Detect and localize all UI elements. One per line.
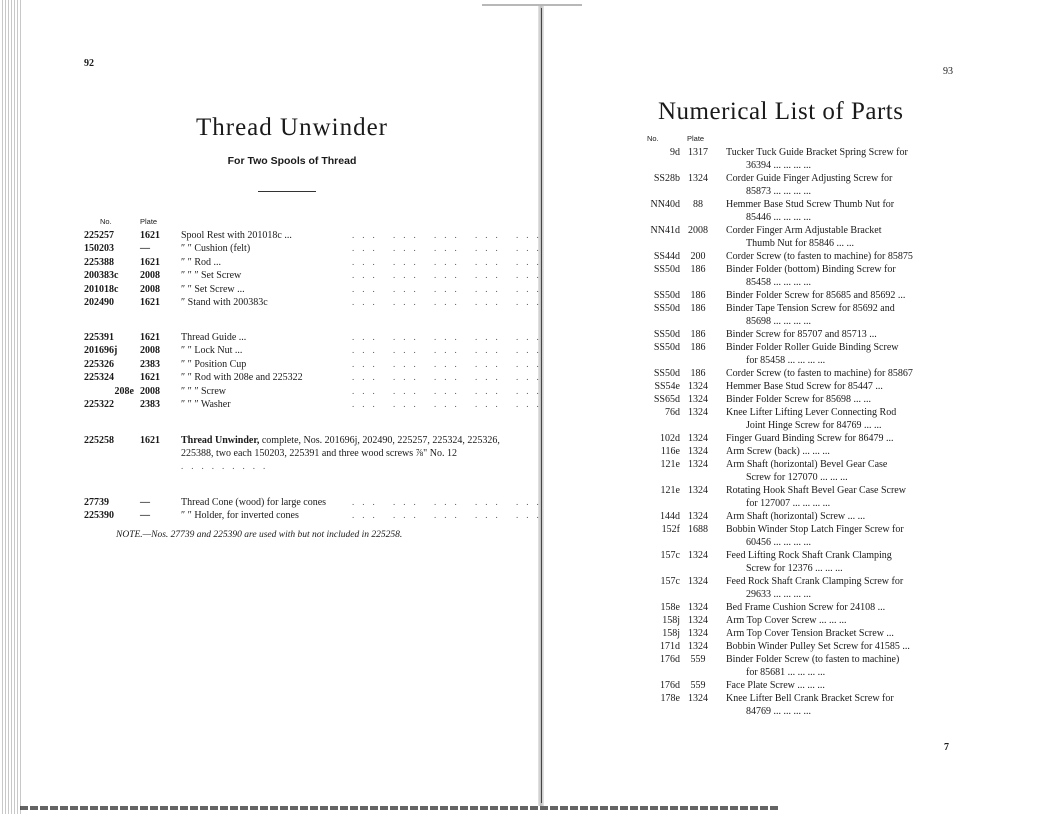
description-line: Binder Screw for 85707 and 85713 ...: [726, 329, 877, 340]
list-item: [640, 458, 956, 484]
description-line: Binder Folder Screw for 85698 ... ...: [726, 394, 871, 405]
plate-number: 186: [690, 329, 706, 340]
description-line: Hemmer Base Stud Screw for 85447 ...: [726, 381, 883, 392]
list-item: [640, 146, 956, 172]
list-item: [640, 549, 956, 575]
part-description: [726, 458, 956, 484]
list-item: [640, 341, 956, 367]
description-line: Arm Shaft (horizontal) Screw ... ...: [726, 511, 866, 522]
plate-number: 1324: [688, 641, 708, 652]
description-continuation: 84769 ... ... ... ...: [746, 706, 811, 717]
part-number: 116e: [660, 446, 680, 457]
leader-dots: ... ... ... ... ...: [352, 283, 547, 294]
list-item: [640, 484, 956, 510]
part-description: [726, 549, 956, 575]
leader-dots: ... ... ... ... ...: [352, 497, 547, 507]
list-item: [640, 432, 956, 445]
plate-number: 559: [690, 654, 706, 665]
part-description: [726, 692, 956, 718]
description-line: Arm Top Cover Tension Bracket Screw ...: [726, 628, 894, 639]
list-item: [640, 679, 956, 692]
list-item: [640, 250, 956, 263]
part-number: SS50d: [653, 368, 680, 379]
plate-number: 1621: [140, 256, 160, 268]
plate-number: 1324: [688, 433, 708, 444]
list-item: [640, 302, 956, 328]
table-row: [84, 496, 547, 509]
table-row: [84, 398, 547, 411]
description-continuation: 85458 ... ... ... ...: [746, 277, 811, 288]
part-number: 208e: [114, 385, 134, 397]
list-item: [640, 328, 956, 341]
part-number: 157c: [660, 550, 680, 561]
description-line: Bobbin Winder Pulley Set Screw for 41585 ...: [726, 641, 910, 652]
leader-dots: ... ... ... ... ...: [352, 372, 547, 383]
part-number: 225391: [84, 332, 114, 343]
part-description: Thread Cone (wood) for large cones: [181, 497, 327, 508]
part-number: NN41d: [650, 225, 680, 236]
part-number: 201018c: [84, 283, 119, 295]
part-description: [726, 393, 956, 406]
plate-number: 2008: [140, 345, 160, 357]
numerical-parts-list: [640, 146, 956, 718]
part-number: SS50d: [653, 329, 680, 340]
table-row: [84, 242, 547, 255]
table-row: [84, 385, 547, 398]
plate-number: 1621: [140, 230, 160, 241]
part-description: [726, 328, 956, 341]
part-description: [726, 484, 956, 510]
leader-dots: ... ... ... ... ...: [352, 510, 547, 521]
part-number: 150203: [84, 243, 114, 255]
leader-dots: ... ... ... ... ...: [352, 399, 547, 409]
description-line: Arm Top Cover Screw ... ... ...: [726, 615, 847, 626]
part-description: [726, 653, 956, 679]
plate-number: 186: [690, 342, 706, 353]
left-page-title: Thread Unwinder: [195, 114, 388, 141]
plate-number: 559: [690, 680, 706, 691]
part-description: Spool Rest with 201018c ...: [181, 230, 292, 241]
description-line: Feed Lifting Rock Shaft Crank Clamping: [726, 550, 892, 561]
plate-number: 186: [690, 264, 706, 275]
plate-number: 1324: [688, 173, 708, 184]
part-number: 27739: [84, 497, 109, 508]
part-number: 225322: [84, 399, 114, 410]
note-text: NOTE.—Nos. 27739 and 225390 are used with but not included in 225258.: [116, 530, 403, 540]
plate-number: 1621: [140, 372, 160, 384]
scan-mark: [482, 4, 582, 6]
description-line: Feed Rock Shaft Crank Clamping Screw for: [726, 576, 904, 587]
part-number: 225258: [84, 435, 114, 446]
description-line: Knee Lifter Lifting Lever Connecting Rod: [726, 407, 897, 418]
part-description: ″ ″ ″ Set Screw: [181, 270, 242, 282]
description-line: Face Plate Screw ... ... ...: [726, 680, 825, 691]
part-description: ″ ″ Position Cup: [181, 358, 247, 370]
right-page-title: Numerical List of Parts: [658, 98, 904, 125]
leader-dots: ... ... ... ... ...: [352, 345, 547, 356]
part-description: [726, 367, 956, 380]
part-description: ″ ″ ″ Screw: [181, 385, 226, 397]
part-number: 200383c: [84, 270, 119, 282]
description-continuation: for 85681 ... ... ... ...: [746, 667, 826, 678]
plate-number: —: [140, 243, 150, 255]
list-item: [640, 406, 956, 432]
list-item: [640, 263, 956, 289]
part-number: 225326: [84, 358, 114, 370]
part-number: 102d: [660, 433, 680, 444]
description-line: Hemmer Base Stud Screw Thumb Nut for: [726, 199, 895, 210]
book-spine-edge: [0, 0, 22, 814]
part-description: [726, 445, 956, 458]
table-row: [84, 509, 547, 522]
description-continuation: for 127007 ... ... ... ...: [746, 498, 831, 509]
part-description: [726, 432, 956, 445]
description-continuation: Screw for 127070 ... ... ...: [746, 472, 848, 483]
part-number: SS50d: [653, 264, 680, 275]
plate-number: 200: [690, 251, 706, 262]
description-line: Arm Screw (back) ... ... ...: [726, 446, 830, 457]
description-continuation: 85698 ... ... ... ...: [746, 316, 811, 327]
plate-number: 1324: [688, 485, 708, 496]
description-line: Binder Tape Tension Screw for 85692 and: [726, 303, 895, 314]
description-line: Bed Frame Cushion Screw for 24108 ...: [726, 602, 886, 613]
left-page-number: 92: [84, 58, 94, 69]
description-line: Bobbin Winder Stop Latch Finger Screw for: [726, 524, 904, 535]
table-row: [84, 229, 547, 242]
part-number: 152f: [661, 524, 680, 535]
leader-dots: ... ... ... ... ...: [352, 256, 547, 267]
plate-number: 1688: [688, 524, 708, 535]
plate-number: 88: [693, 199, 703, 210]
col-header-no: No.: [100, 217, 112, 226]
part-number: 176d: [660, 654, 680, 665]
part-number: 158j: [662, 615, 680, 626]
plate-number: 1324: [688, 446, 708, 457]
part-number: 158e: [660, 602, 680, 613]
table-row: [84, 283, 547, 296]
part-number: SS50d: [653, 342, 680, 353]
left-page-subtitle: For Two Spools of Thread: [227, 155, 357, 167]
leader-dots: ... ... ... ... ...: [352, 243, 547, 254]
plate-number: 1324: [688, 381, 708, 392]
page-bottom-edge: [20, 806, 780, 810]
plate-number: 2008: [688, 225, 708, 236]
list-item: [640, 640, 956, 653]
description-continuation: 85446 ... ... ... ...: [746, 212, 811, 223]
part-number: SS54e: [654, 381, 680, 392]
col-header-no: No.: [647, 134, 659, 143]
right-page-number: 93: [943, 66, 953, 77]
description-continuation: 60456 ... ... ... ...: [746, 537, 811, 548]
list-item: [640, 653, 956, 679]
description-continuation: Joint Hinge Screw for 84769 ... ...: [746, 420, 882, 431]
description-line: Finger Guard Binding Screw for 86479 ...: [726, 433, 894, 444]
description-line: Binder Folder Roller Guide Binding Screw: [726, 342, 899, 353]
list-item: [640, 692, 956, 718]
plate-number: 1324: [688, 615, 708, 626]
plate-number: 1621: [140, 332, 160, 343]
table-row: [84, 269, 547, 282]
description-line: Corder Guide Finger Adjusting Screw for: [726, 173, 893, 184]
leader-dots: ... ... ... ... ...: [352, 358, 547, 369]
plate-number: 2383: [140, 358, 160, 370]
part-description: ″ ″ Cushion (felt): [181, 243, 251, 255]
description-line: Corder Screw (to fasten to machine) for 85875: [726, 251, 913, 262]
part-number: 225324: [84, 372, 114, 384]
part-number: 225388: [84, 256, 114, 268]
plate-number: 186: [690, 368, 706, 379]
list-item: [640, 198, 956, 224]
list-item: [640, 367, 956, 380]
table-row: [84, 344, 547, 357]
plate-number: 1324: [688, 628, 708, 639]
plate-number: —: [140, 497, 150, 508]
part-description: ″ ″ Lock Nut ...: [181, 345, 243, 357]
table-row: [84, 256, 547, 269]
part-description: [726, 575, 956, 601]
part-description: [726, 146, 956, 172]
part-number: 76d: [665, 407, 680, 418]
table-row: [84, 331, 547, 344]
part-number: SS44d: [653, 251, 680, 262]
part-description: ″ ″ ″ Washer: [181, 399, 231, 410]
description-line: Rotating Hook Shaft Bevel Gear Case Screw: [726, 485, 906, 496]
part-number: 225390: [84, 510, 114, 522]
part-number: SS28b: [653, 173, 680, 184]
plate-number: —: [140, 510, 150, 522]
plate-number: 2008: [140, 385, 160, 397]
description-line: Knee Lifter Bell Crank Bracket Screw for: [726, 693, 894, 704]
col-header-plate: Plate: [140, 217, 158, 226]
description-line: Tucker Tuck Guide Bracket Spring Screw for: [726, 147, 908, 158]
plate-number: 1621: [140, 297, 160, 308]
part-description: [726, 302, 956, 328]
part-description: [726, 679, 956, 692]
part-description: [726, 263, 956, 289]
part-description: [726, 510, 956, 523]
description-line: Arm Shaft (horizontal) Bevel Gear Case: [726, 459, 888, 470]
part-description: ″ ″ Holder, for inverted cones: [181, 510, 299, 522]
table-row: [84, 371, 547, 384]
plate-number: 1317: [688, 147, 708, 158]
leader-dots: ... ... ... ... ...: [352, 385, 547, 396]
part-description: [726, 250, 956, 263]
part-number: 9d: [670, 147, 680, 158]
leader-dots: ... ... ... ... ...: [352, 297, 547, 307]
plate-number: 2008: [140, 270, 160, 282]
list-item: [640, 289, 956, 302]
list-item: [640, 575, 956, 601]
plate-number: 186: [690, 290, 706, 301]
col-header-plate: Plate: [687, 134, 705, 143]
description-continuation: Screw for 12376 ... ... ...: [746, 563, 843, 574]
list-item: [640, 523, 956, 549]
part-number: SS50d: [653, 290, 680, 301]
list-item: [640, 614, 956, 627]
assembly-name: Thread Unwinder,: [181, 435, 260, 446]
leader-dots: ... ... ... ... ...: [352, 230, 547, 240]
part-number: SS50d: [653, 303, 680, 314]
plate-number: 1324: [688, 459, 708, 470]
part-number: 176d: [660, 680, 680, 691]
plate-number: 1324: [688, 394, 708, 405]
part-number: 121e: [660, 485, 680, 496]
part-number: 157c: [660, 576, 680, 587]
part-number: 144d: [660, 511, 680, 522]
description-line: Corder Screw (to fasten to machine) for 85867: [726, 368, 913, 379]
leader-dots: ... ... ... ... ...: [352, 270, 547, 281]
part-number: SS65d: [653, 394, 680, 405]
description-continuation: for 85458 ... ... ... ...: [746, 355, 826, 366]
part-description: ″ Stand with 200383c: [181, 297, 268, 308]
part-number: 201696j: [84, 345, 118, 357]
plate-number: 1324: [688, 407, 708, 418]
list-item: [640, 510, 956, 523]
description-continuation: 85873 ... ... ... ...: [746, 186, 811, 197]
part-description: Thread Unwinder, complete, Nos. 201696j, 202490, 225257, 225324, 225326, 225388, two each 150203, 225391 and three wood screws ⅞" No. 12 .........: [181, 435, 500, 471]
part-description: [726, 406, 956, 432]
plate-number: 2008: [140, 283, 160, 295]
description-line: Binder Folder Screw for 85685 and 85692 ...: [726, 290, 906, 301]
description-continuation: 29633 ... ... ... ...: [746, 589, 811, 600]
part-number: 158j: [662, 628, 680, 639]
plate-number: 1324: [688, 693, 708, 704]
signature-number: 7: [944, 742, 949, 753]
part-description: [726, 627, 956, 640]
part-number: 178e: [660, 693, 680, 704]
part-description: ″ ″ Rod with 208e and 225322: [181, 372, 303, 384]
part-description: ″ ″ Rod ...: [181, 256, 221, 268]
list-item: [640, 380, 956, 393]
part-number: 121e: [660, 459, 680, 470]
part-number: NN40d: [650, 199, 680, 210]
description-continuation: Thumb Nut for 85846 ... ...: [746, 238, 855, 249]
description-line: Binder Folder Screw (to fasten to machine): [726, 654, 900, 665]
part-description: Thread Guide ...: [181, 332, 247, 343]
plate-number: 1621: [140, 435, 160, 446]
plate-number: 2383: [140, 399, 160, 410]
table-row: [84, 358, 547, 371]
description-continuation: 36394 ... ... ... ...: [746, 160, 811, 171]
part-description: [726, 224, 956, 250]
part-description: [726, 172, 956, 198]
part-description: [726, 640, 956, 653]
plate-number: 186: [690, 303, 706, 314]
title-rule: [258, 191, 316, 192]
plate-number: 1324: [688, 602, 708, 613]
description-line: Corder Finger Arm Adjustable Bracket: [726, 225, 882, 236]
part-description: [726, 380, 956, 393]
part-number: 202490: [84, 297, 114, 308]
leader-dots: ... ... ... ... ...: [352, 332, 547, 342]
plate-number: 1324: [688, 550, 708, 561]
part-description: [726, 523, 956, 549]
list-item: [640, 627, 956, 640]
list-item: [640, 172, 956, 198]
list-item: [640, 393, 956, 406]
assembly-details: complete, Nos. 201696j, 202490, 225257, 225324, 225326, 225388, two each 150203, 225391 and three wood screws ⅞" No. 12: [181, 435, 500, 459]
part-number: 171d: [660, 641, 680, 652]
plate-number: 1324: [688, 511, 708, 522]
part-description: [726, 289, 956, 302]
table-row: [84, 296, 547, 309]
part-description: [726, 198, 956, 224]
list-item: [640, 224, 956, 250]
list-item: [640, 601, 956, 614]
description-line: Binder Folder (bottom) Binding Screw for: [726, 264, 896, 275]
part-description: [726, 601, 956, 614]
plate-number: 1324: [688, 576, 708, 587]
part-description: ″ ″ Set Screw ...: [181, 283, 245, 295]
part-number: 225257: [84, 230, 114, 241]
part-description: [726, 341, 956, 367]
part-description: [726, 614, 956, 627]
list-item: [640, 445, 956, 458]
